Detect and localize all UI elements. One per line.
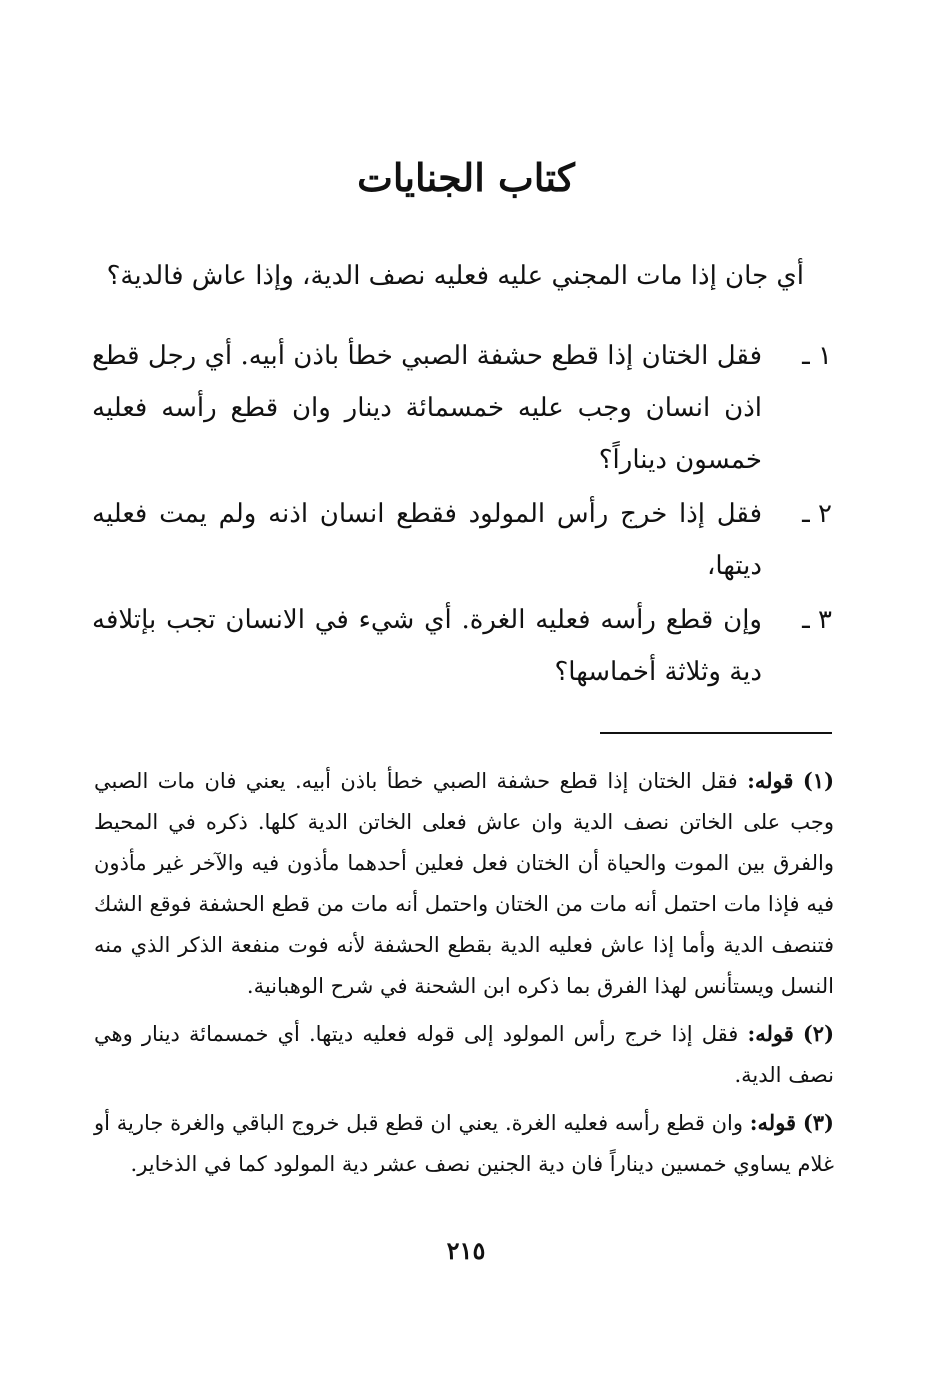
question-list: [92, 330, 832, 700]
footnote: [94, 760, 834, 1007]
footnote-text: فقل الختان إذا قطع حشفة الصبي خطأ باذن أبيه. يعني فان مات الصبي وجب على الخاتن نصف الدية وان عاش فعلى الخاتن الدية كلها. ذكره في المحيط والفرق بين الموت والحياة أن الختان فعل فعلين أحدهما مأذون فيه والآخر غير مأذون فيه فإذا مات احتمل أنه مات من الختان واحتمل أنه مات من قطع الحشفة فوقع الشك فتنصف الدية وأما إذا عاش فعليه الدية بقطع الحشفة لأنه فوت منفعة الذكر الذي منه النسل ويستأنس لهذا الفرق بما ذكره ابن الشحنة في شرح الوهبانية.: [94, 769, 834, 998]
chapter-title: كتاب الجنايات: [357, 155, 575, 200]
question-item: [92, 488, 832, 592]
question-item: [92, 330, 832, 486]
footnote: [94, 1102, 834, 1185]
footnote-text: وان قطع رأسه فعليه الغرة. يعني ان قطع قبل خروج الباقي والغرة جارية أو غلام يساوي خمسين ديناراً فان دية الجنين نصف عشر دية المولود كما في الذخاير.: [94, 1111, 834, 1176]
question-text: فقل إذا خرج رأس المولود فقطع انسان اذنه ولم يمت فعليه ديتها،: [92, 499, 762, 581]
question-number: ٢ ـ: [802, 499, 832, 529]
question-item: [92, 594, 832, 698]
footnote: [94, 1013, 834, 1096]
question-number: ٣ ـ: [802, 605, 832, 635]
page-number: ٢١٥: [446, 1236, 486, 1265]
footnote-marker: (٢): [802, 1021, 835, 1046]
question-text: وإن قطع رأسه فعليه الغرة. أي شيء في الانسان تجب بإتلافه دية وثلاثة أخماسها؟: [92, 605, 762, 687]
footnote-text: فقل إذا خرج رأس المولود إلى قوله فعليه ديتها. أي خمسمائة دينار وهي نصف الدية.: [94, 1022, 834, 1087]
footnote-marker: (١): [802, 768, 834, 793]
footnote-marker: (٣): [802, 1110, 834, 1135]
footnote-divider: [600, 732, 832, 734]
footnote-lead: قوله:: [749, 1110, 797, 1135]
question-text: فقل الختان إذا قطع حشفة الصبي خطأ باذن أبيه. أي رجل قطع اذن انسان وجب عليه خمسمائة دينار وان قطع رأسه فعليه خمسون ديناراً؟: [92, 341, 762, 475]
footnote-lead: قوله:: [747, 1021, 794, 1046]
footnote-lead: قوله:: [747, 768, 794, 793]
footnotes: [94, 760, 834, 1191]
intro-question: أي جان إذا مات المجني عليه فعليه نصف الدية، وإذا عاش فالدية؟: [106, 261, 804, 291]
question-number: ١ ـ: [802, 341, 832, 371]
